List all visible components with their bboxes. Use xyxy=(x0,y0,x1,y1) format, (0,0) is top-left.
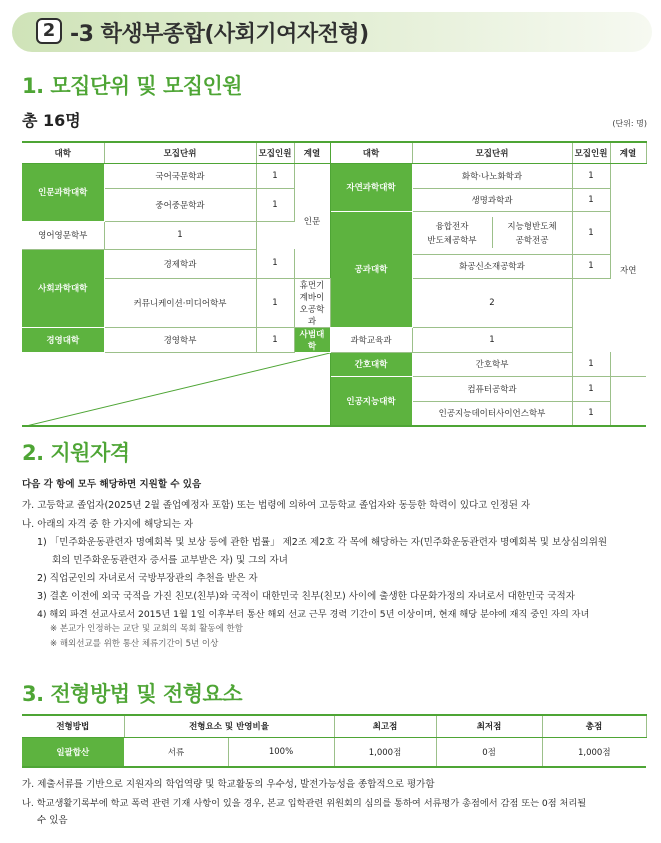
header-unit: 모집단위 xyxy=(412,142,572,163)
total-cell: 1,000점 xyxy=(542,737,646,767)
header-unit: 모집단위 xyxy=(104,142,256,163)
track-humanities: 인문 xyxy=(294,163,330,278)
count-cell: 1 xyxy=(256,188,294,221)
count-cell: 1 xyxy=(572,376,610,401)
section-title: -3 학생부종합(사회기여자전형) xyxy=(70,22,369,47)
unit-cell: 간호학부 xyxy=(412,352,572,376)
college-engineering: 공과대학 xyxy=(330,211,412,327)
eligibility-sub: 2) 직업군인의 자녀로서 국방부장관의 추천을 받은 자 xyxy=(37,573,258,584)
count-cell: 1 xyxy=(256,249,294,278)
track-natural: 자연 xyxy=(610,163,646,376)
count-cell: 2 xyxy=(412,278,572,327)
heading-method: 3. 전형방법 및 전형요소 xyxy=(22,682,243,706)
unit-cell: 과학교육과 xyxy=(330,327,412,352)
unit-label: (단위: 명) xyxy=(612,119,647,128)
method-table xyxy=(22,714,647,768)
method-note: 가. 제출서류를 기반으로 지원자의 학업역량 및 학교활동의 우수성, 발전가능성을 종합적으로 평가함 xyxy=(22,779,435,790)
header-max: 최고점 xyxy=(334,715,436,737)
section-banner xyxy=(12,12,652,52)
header-total: 총점 xyxy=(542,715,646,737)
count-cell: 1 xyxy=(412,327,572,352)
eligibility-sub: 4) 해외 파견 선교사로서 2015년 1월 1일 이후부터 통산 해외 선교 근무 경력 기간이 5년 이상이며, 현재 해당 분야에 재직 중인 자의 자녀 xyxy=(37,609,590,620)
eligibility-item: 나. 아래의 자격 중 한 가지에 해당되는 자 xyxy=(22,519,193,530)
header-count: 모집인원 xyxy=(256,142,294,163)
count-cell: 1 xyxy=(256,163,294,188)
element-cell: 서류 xyxy=(124,737,228,767)
header-college: 대학 xyxy=(330,142,412,163)
section-number-badge: 2 xyxy=(36,18,62,44)
unit-cell: 융합전자 반도체공학부 xyxy=(413,217,493,248)
count-cell: 1 xyxy=(572,163,610,188)
diagonal-line xyxy=(22,353,330,427)
unit-cell: 국어국문학과 xyxy=(104,163,256,188)
count-cell: 1 xyxy=(104,221,256,249)
header-track: 계열 xyxy=(294,142,330,163)
unit-split-cell xyxy=(412,211,572,254)
count-cell: 1 xyxy=(572,352,610,376)
count-cell: 1 xyxy=(572,401,610,426)
min-cell: 0점 xyxy=(436,737,542,767)
college-ai: 인공지능대학 xyxy=(330,376,412,426)
eligibility-sub: 3) 결혼 이전에 외국 국적을 가진 친모(친부)와 국적이 대한민국 친부(친모) 사이에 출생한 다문화가정의 자녀로서 대한민국 국적자 xyxy=(37,591,575,602)
unit-cell: 중어중문학과 xyxy=(104,188,256,221)
college-humanities: 인문과학대학 xyxy=(22,163,104,221)
eligibility-sub: 1) 「민주화운동관련자 명예회복 및 보상 등에 관한 법률」 제2조 제2호 각 목에 해당하는 자(민주화운동관련자 명예회복 및 보상심의위원 xyxy=(37,537,608,548)
count-cell: 1 xyxy=(256,278,294,327)
track-filler xyxy=(610,401,646,426)
method-note: 나. 학교생활기록부에 학교 폭력 관련 기재 사항이 있을 경우, 본교 입학관련 위원회의 심의를 통하여 서류평가 총점에서 감점 또는 0점 처리될 xyxy=(22,798,587,809)
empty-diagonal-cell xyxy=(22,352,330,426)
header-college: 대학 xyxy=(22,142,104,163)
college-nursing: 간호대학 xyxy=(330,352,412,376)
method-cell: 일괄합산 xyxy=(22,737,124,767)
count-cell: 1 xyxy=(256,327,294,352)
eligibility-lead: 다음 각 항에 모두 해당하면 지원할 수 있음 xyxy=(22,479,202,490)
eligibility-note: ※ 해외선교를 위한 통산 체류기간이 5년 이상 xyxy=(50,639,219,649)
unit-cell: 화학·나노화학과 xyxy=(412,163,572,188)
unit-cell: 지능형반도체 공학전공 xyxy=(507,222,557,246)
total-count: 총 16명 xyxy=(22,111,81,130)
college-natural-science: 자연과학대학 xyxy=(330,163,412,211)
unit-cell: 생명과학과 xyxy=(412,188,572,211)
header-method: 전형방법 xyxy=(22,715,124,737)
college-social-science: 사회과학대학 xyxy=(22,249,104,327)
college-education: 사범대학 xyxy=(294,327,330,352)
ratio-cell: 100% xyxy=(228,737,334,767)
recruitment-table xyxy=(22,141,647,427)
max-cell: 1,000점 xyxy=(334,737,436,767)
eligibility-note: ※ 본교가 인정하는 교단 및 교회의 목회 활동에 한함 xyxy=(50,624,243,634)
header-track: 계열 xyxy=(610,142,646,163)
heading-eligibility: 2. 지원자격 xyxy=(22,441,130,465)
header-element: 전형요소 및 반영비율 xyxy=(124,715,334,737)
unit-cell: 휴먼기계바이오공학과 xyxy=(294,278,330,327)
header-count: 모집인원 xyxy=(572,142,610,163)
unit-cell: 커뮤니케이션·미디어학부 xyxy=(104,278,256,327)
count-cell: 1 xyxy=(572,254,610,278)
college-business: 경영대학 xyxy=(22,327,104,352)
eligibility-item: 가. 고등학교 졸업자(2025년 2월 졸업예정자 포함) 또는 법령에 의하여 고등학교 졸업자와 동등한 학력이 있다고 인정된 자 xyxy=(22,500,531,511)
unit-cell: 인공지능데이터사이언스학부 xyxy=(412,401,572,426)
unit-cell: 컴퓨터공학과 xyxy=(412,376,572,401)
eligibility-sub: 회의 민주화운동관련자 증서를 교부받은 자) 및 그의 자녀 xyxy=(52,555,288,566)
method-note: 수 있음 xyxy=(37,815,68,826)
count-cell: 1 xyxy=(572,188,610,211)
unit-cell: 경제학과 xyxy=(104,249,256,278)
count-cell: 1 xyxy=(572,211,610,254)
heading-recruitment: 1. 모집단위 및 모집인원 xyxy=(22,74,243,98)
unit-cell: 영어영문학부 xyxy=(22,221,104,249)
header-min: 최저점 xyxy=(436,715,542,737)
unit-cell: 화공신소재공학과 xyxy=(412,254,572,278)
unit-cell: 경영학부 xyxy=(104,327,256,352)
